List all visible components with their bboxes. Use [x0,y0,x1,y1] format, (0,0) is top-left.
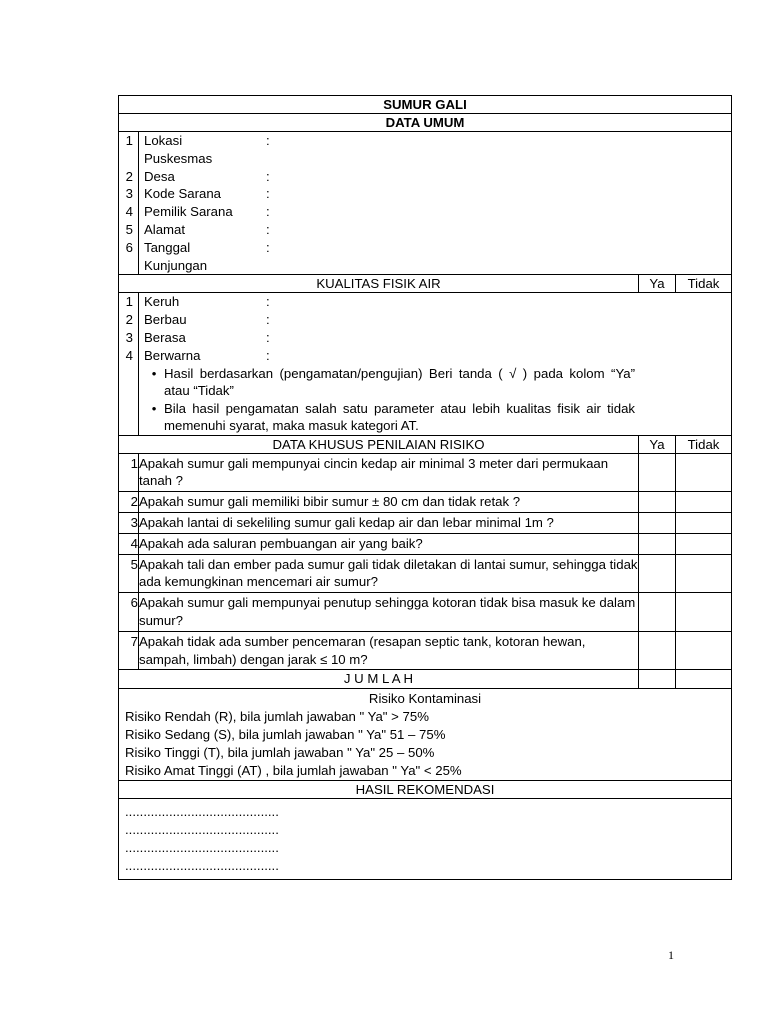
tidak-answer-cell[interactable] [675,593,731,631]
field-colon: : [266,312,270,328]
field-lokasi [144,132,731,150]
note-item [144,400,731,435]
ya-total-cell[interactable] [638,670,675,688]
question-text: Apakah ada saluran pembuangan air yang baik? [139,535,423,551]
tidak-total-cell[interactable] [675,670,731,688]
question-text: Apakah sumur gali mempunyai penutup sehingga kotoran tidak bisa masuk ke dalam sumur? [139,595,636,628]
row-number: 6 [125,239,133,255]
row-number: 3 [125,186,133,202]
ya-answer-cell[interactable] [638,632,675,670]
question-row [119,492,731,513]
field-colon: : [266,133,270,148]
kualitas-block [119,293,731,435]
field-label: Kunjungan [144,257,208,273]
field-desa [144,168,731,186]
field-puskesmas [144,150,731,168]
field-colon: : [266,186,270,202]
tidak-answer-cell[interactable] [675,632,731,670]
field-label: Pemilik Sarana [144,204,233,220]
row-number: 1 [125,294,133,310]
question-text: Apakah sumur gali memiliki bibir sumur ± 80 cm dan tidak retak ? [139,494,521,510]
note-item [144,365,731,400]
tidak-answer-cell[interactable] [675,454,731,492]
tidak-answer-cell[interactable] [675,492,731,512]
field-kunjungan [144,257,731,275]
field-colon: : [266,221,270,237]
rekomendasi-line: .......................................... [125,804,279,820]
field-colon: : [266,294,270,310]
kontaminasi-line: Risiko Tinggi (T), bila jumlah jawaban " Ya" 25 – 50% [125,744,435,760]
row-number: 4 [125,204,133,220]
ya-answer-cell[interactable] [638,454,675,492]
ya-answer-cell[interactable] [638,593,675,631]
row-number: 2 [125,168,133,184]
field-label: Tanggal [144,239,191,255]
row-number: 2 [125,312,133,328]
note-text: Bila hasil pengamatan salah satu parameter atau lebih kualitas fisik air tidak memenuhi syarat, maka masuk kategori AT. [164,400,635,434]
jumlah-row [119,670,731,689]
field-label: Puskesmas [144,150,213,166]
row-number: 7 [119,632,139,670]
row-number: 1 [125,133,133,148]
field-label: Berwarna [144,347,201,363]
row-number: 4 [125,347,133,363]
ya-answer-cell[interactable] [638,513,675,533]
row-number: 3 [125,329,133,345]
question-row [119,454,731,493]
kontaminasi-title: Risiko Kontaminasi [368,691,482,707]
data-umum-fields [139,132,731,274]
form-title: SUMUR GALI [119,96,731,114]
row-number: 5 [119,555,139,593]
kualitas-fields [139,293,731,434]
sumur-gali-form [118,95,732,880]
page-number: 1 [668,948,674,962]
ya-column-header: Ya [638,275,675,292]
question-row [119,593,731,632]
row-number: 4 [119,534,139,554]
tidak-column-header: Tidak [675,436,731,453]
bullet-icon: • [151,365,157,381]
tidak-answer-cell[interactable] [675,534,731,554]
risiko-title: DATA KHUSUS PENILAIAN RISIKO [272,436,485,452]
question-row [119,632,731,671]
rekomendasi-title: HASIL REKOMENDASI [119,781,731,799]
row-number: 5 [125,221,133,237]
kualitas-title: KUALITAS FISIK AIR [316,276,441,292]
question-text: Apakah lantai di sekeliling sumur gali kedap air dan lebar minimal 1m ? [139,514,554,530]
row-number [119,257,133,275]
field-label: Desa [144,168,175,184]
field-berasa [144,329,731,347]
field-label: Kode Sarana [144,186,221,202]
jumlah-label: J U M L A H [343,671,414,687]
note-text: Hasil berdasarkan (pengamatan/pengujian) Beri tanda ( √ ) pada kolom “Ya” atau “Tidak” [164,365,635,399]
field-colon: : [266,168,270,184]
rekomendasi-line: .......................................... [125,839,279,855]
field-label: Lokasi [144,133,183,148]
ya-answer-cell[interactable] [638,492,675,512]
risiko-kontaminasi-block [119,689,731,781]
field-label: Keruh [144,294,180,310]
question-row [119,513,731,534]
field-kode-sarana [144,185,731,203]
ya-answer-cell[interactable] [638,555,675,593]
rekomendasi-line: .......................................... [125,822,279,838]
row-number: 1 [119,454,139,492]
field-colon: : [266,329,270,345]
field-label: Alamat [144,221,186,237]
kualitas-numbers [119,293,139,434]
question-row [119,534,731,555]
row-number: 3 [119,513,139,533]
kontaminasi-line: Risiko Sedang (S), bila jumlah jawaban " Ya" 51 – 75% [125,726,446,742]
ya-column-header: Ya [638,436,675,453]
section-data-umum-title: DATA UMUM [119,114,731,132]
field-berwarna [144,347,731,365]
field-keruh [144,293,731,311]
tidak-answer-cell[interactable] [675,555,731,593]
kontaminasi-line: Risiko Rendah (R), bila jumlah jawaban " Ya" > 75% [125,709,429,725]
row-number: 2 [119,492,139,512]
row-number: 6 [119,593,139,631]
question-text: Apakah tidak ada sumber pencemaran (resapan septic tank, kotoran hewan, sampah, limbah) dengan jarak ≤ 10 m? [139,633,586,667]
data-umum-block [119,132,731,275]
field-berbau [144,311,731,329]
question-text: Apakah tali dan ember pada sumur gali tidak diletakan di lantai sumur, sehingga tidak ada kemungkinan mencemari air sumur? [139,556,638,590]
rekomendasi-line: .......................................... [125,857,279,873]
rekomendasi-block[interactable] [119,799,731,878]
bullet-icon: • [151,400,157,416]
question-row [119,555,731,594]
field-colon: : [266,239,270,255]
risiko-header [119,436,731,454]
field-tanggal [144,239,731,257]
field-alamat [144,221,731,239]
data-umum-numbers [119,132,139,274]
field-label: Berasa [144,329,186,345]
field-colon: : [266,347,270,363]
tidak-answer-cell[interactable] [675,513,731,533]
field-label: Berbau [144,312,187,328]
field-colon: : [266,204,270,220]
question-text: Apakah sumur gali mempunyai cincin kedap air minimal 3 meter dari permukaan tanah ? [139,455,609,489]
row-number [119,150,133,168]
kontaminasi-line: Risiko Amat Tinggi (AT) , bila jumlah jawaban " Ya" < 25% [125,762,462,778]
ya-answer-cell[interactable] [638,534,675,554]
field-pemilik-sarana [144,203,731,221]
kualitas-header [119,275,731,293]
tidak-column-header: Tidak [675,275,731,292]
